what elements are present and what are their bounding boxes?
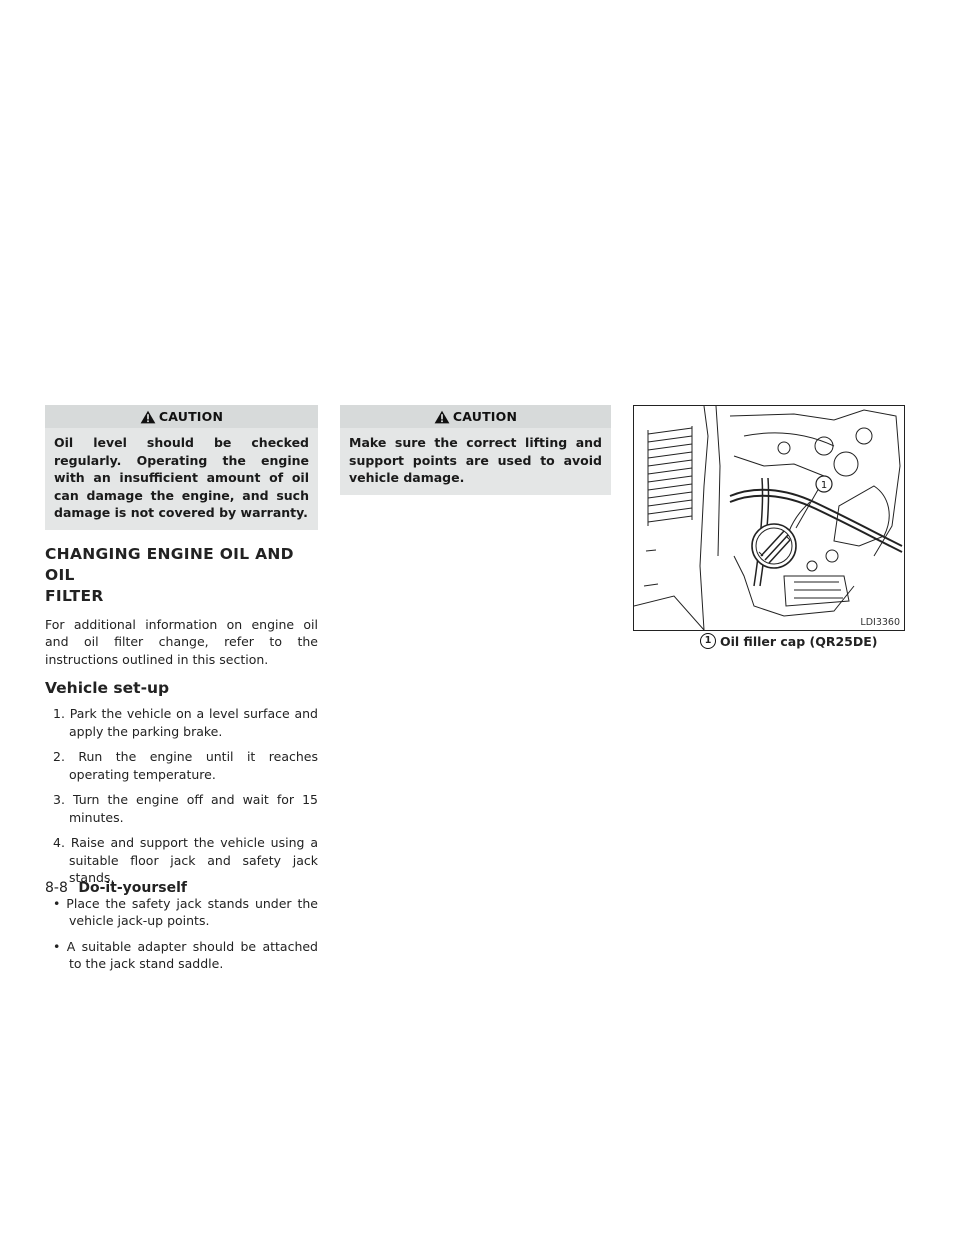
caution-box <box>340 405 611 495</box>
warning-triangle-icon <box>140 410 156 424</box>
middle-column <box>340 405 611 495</box>
figure-code: LDI3360 <box>860 617 900 628</box>
engine-figure <box>633 405 905 631</box>
caution-text: Make sure the correct lifting and support points are used to avoid vehicle damage. <box>349 435 602 485</box>
footer-section: Do-it-yourself <box>78 880 188 896</box>
page-number: 8-8 <box>45 880 68 896</box>
caution-text: Oil level should be checked regularly. Operating the engine with an insufficient amount of oil can damage the engine, and such damage is not covered by warranty. <box>54 435 309 520</box>
section-title-line1: CHANGING ENGINE OIL AND OIL <box>45 544 294 584</box>
caution-header <box>340 405 611 428</box>
section-title <box>45 544 318 607</box>
section-title-line2: FILTER <box>45 586 104 605</box>
caption-number-badge: 1 <box>700 633 716 649</box>
callout-number: 1 <box>820 480 828 491</box>
page-footer <box>45 880 187 896</box>
caution-box <box>45 405 318 530</box>
caption-text: Oil filler cap (QR25DE) <box>720 633 878 649</box>
step-item: 3. Turn the engine off and wait for 15 minutes. <box>53 792 318 825</box>
step-item: 2. Run the engine until it reaches operating temperature. <box>53 749 318 782</box>
caution-title: CAUTION <box>158 409 224 424</box>
warning-triangle-icon <box>434 410 450 424</box>
bullet-item: • A suitable adapter should be attached to the jack stand saddle. <box>53 938 318 971</box>
oil-filler-cap <box>752 524 796 568</box>
engine-illustration <box>634 406 904 630</box>
figure-caption <box>700 633 878 649</box>
step-item: 1. Park the vehicle on a level surface and apply the parking brake. <box>53 706 318 739</box>
subsection-title: Vehicle set-up <box>45 679 170 697</box>
caution-header <box>45 405 318 428</box>
caution-title: CAUTION <box>452 409 518 424</box>
radiator-fins <box>648 426 692 526</box>
bullet-item: • Place the safety jack stands under the vehicle jack-up points. <box>53 895 318 928</box>
section-intro: For additional information on engine oil and oil filter change, refer to the instructions outlined in this section. <box>45 616 318 667</box>
step-item: 4. Raise and support the vehicle using a suitable floor jack and safety jack stands. <box>53 835 318 885</box>
